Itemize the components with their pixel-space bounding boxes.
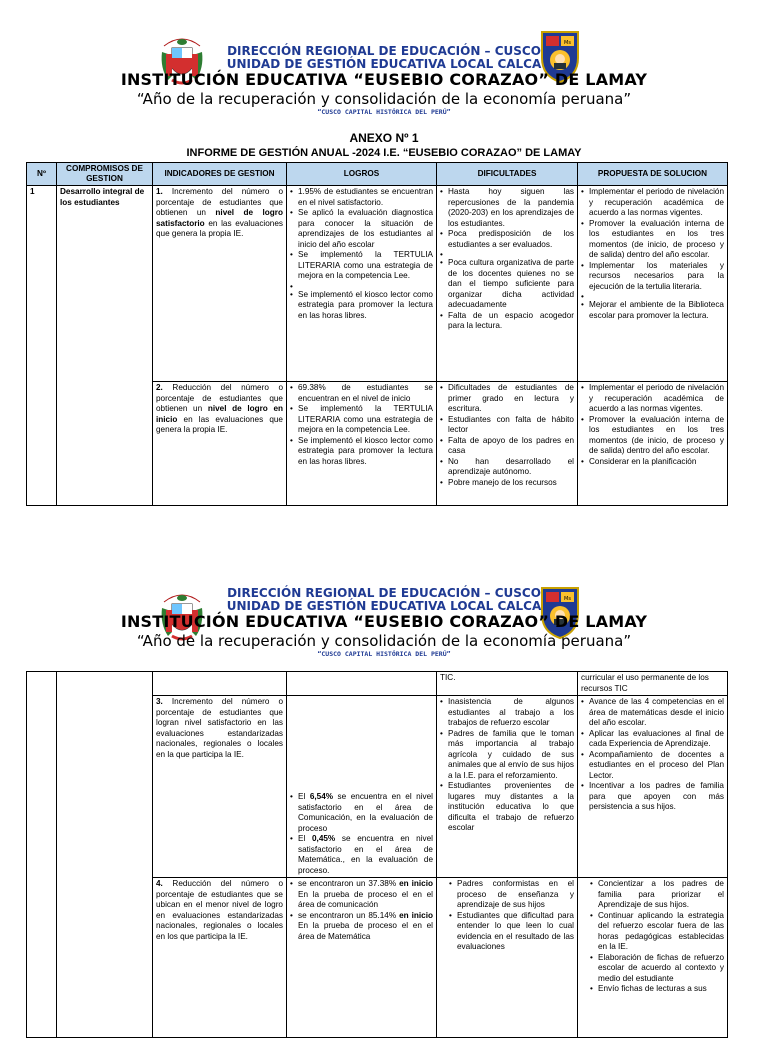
- list-item: • Poca predisposición de los estudiantes a ser evaluados.: [448, 229, 574, 250]
- list-item: • Se implementó el kiosco lector como estrategia para promover la lectura en las horas libres.: [298, 436, 433, 468]
- list-item: • Elaboración de fichas de refuerzo escolar de acuerdo al contexto y medio del estudiante: [598, 953, 724, 985]
- management-report-table-continued: [26, 671, 728, 1038]
- col-header-propuesta: PROPUESTA DE SOLUCION: [578, 163, 728, 186]
- ugel-title: UNIDAD DE GESTIÓN EDUCATIVA LOCAL CALCA: [226, 599, 542, 613]
- list-item: • Estudiantes provenientes de lugares muy distantes a la institución educativa lo que dificulta el trabajo de refuerzo escolar: [448, 781, 574, 834]
- indicator-cell: 3. Incremento del número o porcentaje de estudiantes que logran nivel satisfactorio en las evaluaciones estandarizadas nacionales, regionales o locales en la que participa la IE.: [153, 696, 287, 878]
- list-item: • El 0,45% se encuentra en nivel satisfactorio en el área de Matemática., en la evaluación de proceso.: [298, 834, 433, 876]
- list-item: • se encontraron un 85.14% en inicio En la prueba de proceso el en el área de Matemática: [298, 911, 433, 943]
- row-number: 1: [27, 186, 57, 506]
- list-item: • Pobre manejo de los recursos: [448, 478, 574, 489]
- list-item: • Envío fichas de lecturas a sus: [598, 984, 724, 995]
- institution-title: INSTITUCIÓN EDUCATIVA “EUSEBIO CORAZAO” DE LAMAY: [120, 612, 648, 631]
- document-page-1: [0, 0, 768, 512]
- list-item: • Implementar el periodo de nivelación y recuperación académica de acuerdo a las normas vigentes.: [589, 383, 724, 415]
- proposals-cell: [578, 186, 728, 382]
- letterhead: [0, 556, 768, 674]
- table-row: [27, 672, 728, 696]
- list-item: • Promover la evaluación interna de los estudiantes en los tres momentos (de inicio, de proceso y de salida) dentro del año escolar.: [589, 415, 724, 457]
- ugel-title: UNIDAD DE GESTIÓN EDUCATIVA LOCAL CALCA: [226, 57, 542, 71]
- achievements-cell: [287, 382, 437, 506]
- indicator-cell: 1. Incremento del número o porcentaje de estudiantes que obtienen un nivel de logro satisfactorio en las evaluaciones que genera la propia IE.: [153, 186, 287, 382]
- col-header-compromisos: COMPROMISOS DE GESTION: [57, 163, 153, 186]
- list-item: • Falta de un espacio acogedor para la lectura.: [448, 311, 574, 332]
- list-item: • Dificultades de estudiantes de primer grado en lectura y escritura.: [448, 383, 574, 415]
- regional-direction-title: DIRECCIÓN REGIONAL DE EDUCACIÓN – CUSCO: [227, 586, 541, 600]
- difficulties-cell: [437, 696, 578, 878]
- list-item: • Estudiantes que dificultad para entender lo que leen lo cual evidencia en el resultado de las evaluaciones: [457, 911, 574, 953]
- list-item: • Aplicar las evaluaciones al final de cada Experiencia de Aprendizaje.: [589, 729, 724, 750]
- list-item: • Se aplicó la evaluación diagnostica para conocer la situación de aprendizajes de los estudiantes al inicio del año escolar: [298, 208, 433, 250]
- list-item: • Poca cultura organizativa de parte de los docentes quienes no se dan el tiempo suficiente para organizar dicha actividad adecuadamente: [448, 258, 574, 311]
- list-item: • se encontraron un 37.38% en inicio En la prueba de proceso el en el área de comunicación: [298, 879, 433, 911]
- list-item: • Continuar aplicando la estrategia del refuerzo escolar fuera de las horas pedagógicas establecidas en la IE.: [598, 911, 724, 953]
- list-item: • Promover la evaluación interna de los estudiantes en los tres momentos (de inicio, de proceso y de salida) dentro del año escolar.: [589, 219, 724, 261]
- management-report-table: [26, 162, 728, 506]
- difficulties-cell: [437, 186, 578, 382]
- list-item: • Incentivar a los padres de familia para que apoyen con más persistencia a sus hijos.: [589, 781, 724, 813]
- col-header-dificultades: DIFICULTADES: [437, 163, 578, 186]
- list-item: • Avance de las 4 competencias en el área de matemáticas desde el inicio del año escolar.: [589, 697, 724, 729]
- city-motto: “CUSCO CAPITAL HISTÓRICA DEL PERÚ”: [317, 650, 451, 658]
- proposals-cell: [578, 878, 728, 1038]
- list-item: • Se implementó la TERTULIA LITERARIA como una estrategia de mejora en la competencia Lee.: [298, 404, 433, 436]
- col-header-num: Nº: [27, 163, 57, 186]
- list-item: • Considerar en la planificación: [589, 457, 724, 468]
- list-item: • 1.95% de estudiantes se encuentran en el nivel satisfactorio.: [298, 187, 433, 208]
- institution-title: INSTITUCIÓN EDUCATIVA “EUSEBIO CORAZAO” DE LAMAY: [120, 70, 648, 89]
- document-page-2: [0, 556, 768, 1024]
- col-header-indicadores: INDICADORES DE GESTION: [153, 163, 287, 186]
- letterhead: [0, 0, 768, 118]
- list-item: • Inasistencia de algunos estudiantes al trabajo a los trabajos de refuerzo escolar: [448, 697, 574, 729]
- list-item: • El 6,54% se encuentra en el nivel satisfactorio en el área de Comunicación, en la evaluación de proceso: [298, 792, 433, 834]
- proposals-cell: curricular el uso permanente de los recursos TIC: [578, 672, 728, 696]
- year-motto: “Año de la recuperación y consolidación de la economía peruana”: [136, 90, 632, 108]
- achievements-cell: [287, 878, 437, 1038]
- list-item: • Se implementó la TERTULIA LITERARIA como una estrategia de mejora en la competencia Lee.: [298, 250, 433, 282]
- list-item: • Hasta hoy siguen las repercusiones de la pandemia (2020-203) en los aprendizajes de los estudiantes.: [448, 187, 574, 229]
- list-item: • Falta de apoyo de los padres en casa: [448, 436, 574, 457]
- svg-text:Ms: Ms: [564, 40, 571, 46]
- indicator-cell: 2. Reducción del número o porcentaje de estudiantes que obtienen un nivel de logro en inicio en las evaluaciones que genera la propia IE.: [153, 382, 287, 506]
- annex-title: ANEXO Nº 1: [349, 131, 419, 145]
- proposals-cell: [578, 382, 728, 506]
- list-item: • Implementar el periodo de nivelación y recuperación académica de acuerdo a las normas vigentes.: [589, 187, 724, 219]
- col-header-logros: LOGROS: [287, 163, 437, 186]
- difficulties-cell: [437, 878, 578, 1038]
- table-row: [27, 186, 728, 382]
- commitment-cell: Desarrollo integral de los estudiantes: [57, 186, 153, 506]
- list-item: • Mejorar el ambiente de la Biblioteca escolar para promover la lectura.: [589, 300, 724, 321]
- list-item: • Estudiantes con falta de hábito lector: [448, 415, 574, 436]
- report-title: INFORME DE GESTIÓN ANUAL -2024 I.E. “EUSEBIO CORAZAO” DE LAMAY: [186, 147, 582, 159]
- year-motto: “Año de la recuperación y consolidación de la economía peruana”: [136, 632, 632, 650]
- difficulties-cell: [437, 382, 578, 506]
- difficulties-cell: TIC.: [437, 672, 578, 696]
- proposals-cell: [578, 696, 728, 878]
- list-item: • Se implementó el kiosco lector como estrategia para promover la lectura en las horas libres.: [298, 290, 433, 322]
- table-header-row: [27, 163, 728, 186]
- achievements-cell: [287, 186, 437, 382]
- list-item: • No han desarrollado el aprendizaje autónomo.: [448, 457, 574, 478]
- city-motto: “CUSCO CAPITAL HISTÓRICA DEL PERÚ”: [317, 108, 451, 116]
- achievements-cell: [287, 696, 437, 878]
- indicator-cell: 4. Reducción del número o porcentaje de estudiantes que se ubican en el menor nivel de logro en evaluaciones estandarizadas nacionales, regionales o locales en los que participa la IE.: [153, 878, 287, 1038]
- regional-direction-title: DIRECCIÓN REGIONAL DE EDUCACIÓN – CUSCO: [227, 44, 541, 58]
- svg-text:Ms: Ms: [564, 596, 571, 602]
- list-item: • Padres conformistas en el proceso de enseñanza y aprendizaje de sus hijos: [457, 879, 574, 911]
- list-item: • 69.38% de estudiantes se encuentran en el nivel de inicio: [298, 383, 433, 404]
- list-item: • Acompañamiento de docentes a estudiantes en el proceso del Plan Lector.: [589, 750, 724, 782]
- list-item: • Concientizar a los padres de familia para priorizar el Aprendizaje de sus hijos.: [598, 879, 724, 911]
- list-item: • Implementar los materiales y recursos necesarios para la ejecución de la tertulia literaria.: [589, 261, 724, 293]
- list-item: • Padres de familia que le toman más importancia al trabajo agrícola y cuidado de sus animales que al envío de sus hijos a la I.E. para el reforzamiento.: [448, 729, 574, 782]
